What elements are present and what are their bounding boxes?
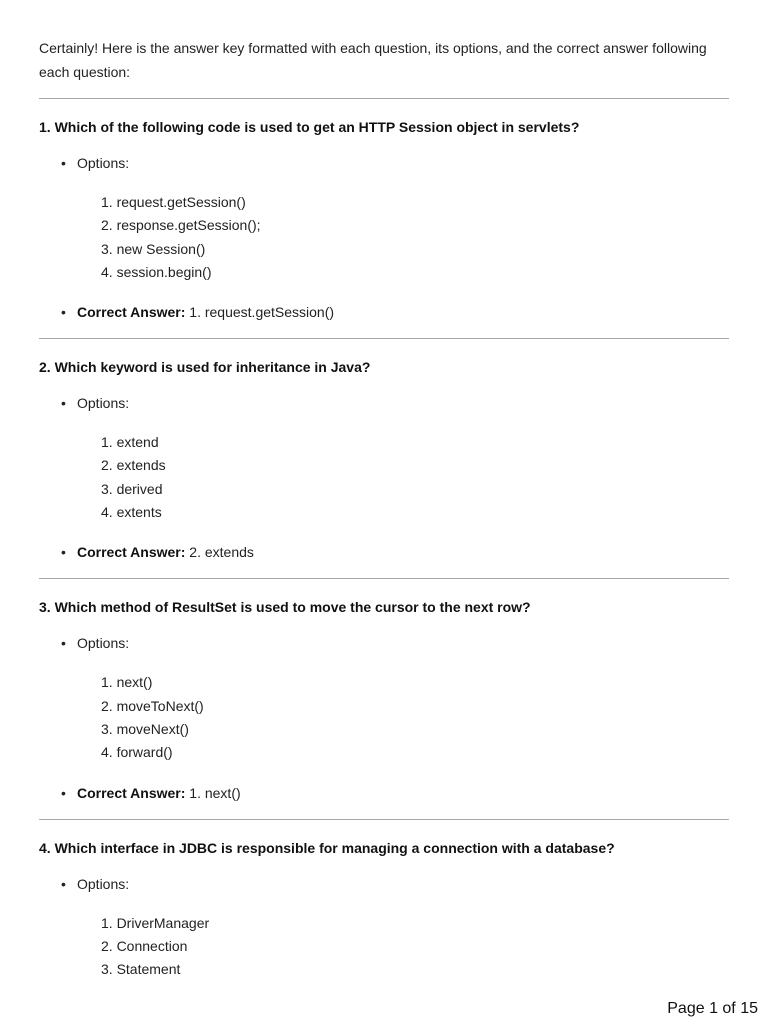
option-item: 4. session.begin() bbox=[101, 263, 212, 280]
bullet-icon: • bbox=[61, 304, 66, 321]
answer-item bbox=[39, 542, 729, 562]
bullet-icon: • bbox=[61, 155, 66, 171]
question-title: 4. Which interface in JDBC is responsible for managing a connection with a database? bbox=[39, 839, 615, 856]
option-item: 1. request.getSession() bbox=[101, 194, 246, 210]
options-label: Options: bbox=[77, 875, 130, 892]
bullet-icon: • bbox=[61, 395, 66, 412]
bullet-icon: • bbox=[61, 784, 66, 801]
options-label: Options: bbox=[77, 155, 130, 171]
option-item: 4. forward() bbox=[101, 744, 173, 761]
answer-value: 2. extends bbox=[189, 544, 254, 561]
option-item: 3. moveNext() bbox=[101, 720, 189, 737]
option-item: 3. Statement bbox=[101, 961, 181, 978]
answer-label: Correct Answer: bbox=[77, 544, 186, 561]
question-details bbox=[39, 153, 729, 322]
options-label: Options: bbox=[77, 395, 130, 412]
option-item: 3. new Session() bbox=[101, 240, 206, 257]
question-details bbox=[39, 633, 729, 802]
option-item: 1. extend bbox=[101, 434, 159, 451]
intro-text: Certainly! Here is the answer key formatted with each question, its options, and the correct answer following each question: bbox=[39, 40, 707, 80]
options-item bbox=[39, 633, 729, 764]
question-title: 3. Which method of ResultSet is used to move the cursor to the next row? bbox=[39, 599, 531, 616]
question-3 bbox=[39, 579, 729, 802]
answer-value: 1. next() bbox=[189, 784, 241, 801]
options-item bbox=[39, 393, 729, 524]
option-item: 2. Connection bbox=[101, 937, 188, 954]
option-item: 1. next() bbox=[101, 674, 153, 691]
option-item: 3. derived bbox=[101, 480, 163, 497]
answer-label: Correct Answer: bbox=[77, 784, 186, 801]
options-list bbox=[77, 912, 729, 982]
options-item bbox=[39, 153, 729, 284]
options-list bbox=[77, 431, 729, 524]
answer-item bbox=[39, 783, 729, 803]
question-details bbox=[39, 393, 729, 562]
question-1 bbox=[39, 99, 729, 322]
question-details bbox=[39, 874, 729, 982]
answer-value: 1. request.getSession() bbox=[189, 304, 335, 321]
option-item: 1. DriverManager bbox=[101, 914, 210, 931]
page-number: Page 1 of 15 bbox=[667, 1000, 758, 1017]
answer-label: Correct Answer: bbox=[77, 304, 186, 321]
document-page bbox=[39, 36, 729, 981]
option-item: 2. response.getSession(); bbox=[101, 217, 261, 234]
option-item: 2. extends bbox=[101, 457, 166, 474]
bullet-icon: • bbox=[61, 635, 66, 652]
question-title: 2. Which keyword is used for inheritance in Java? bbox=[39, 359, 371, 376]
options-list bbox=[77, 191, 729, 284]
bullet-icon: • bbox=[61, 875, 66, 892]
question-2 bbox=[39, 339, 729, 562]
option-item: 4. extents bbox=[101, 504, 162, 521]
options-item bbox=[39, 874, 729, 982]
question-title: 1. Which of the following code is used to get an HTTP Session object in servlets? bbox=[39, 119, 580, 135]
options-label: Options: bbox=[77, 635, 130, 652]
option-item: 2. moveToNext() bbox=[101, 697, 204, 714]
options-list bbox=[77, 671, 729, 764]
answer-item bbox=[39, 302, 729, 322]
question-4 bbox=[39, 820, 729, 982]
bullet-icon: • bbox=[61, 544, 66, 561]
